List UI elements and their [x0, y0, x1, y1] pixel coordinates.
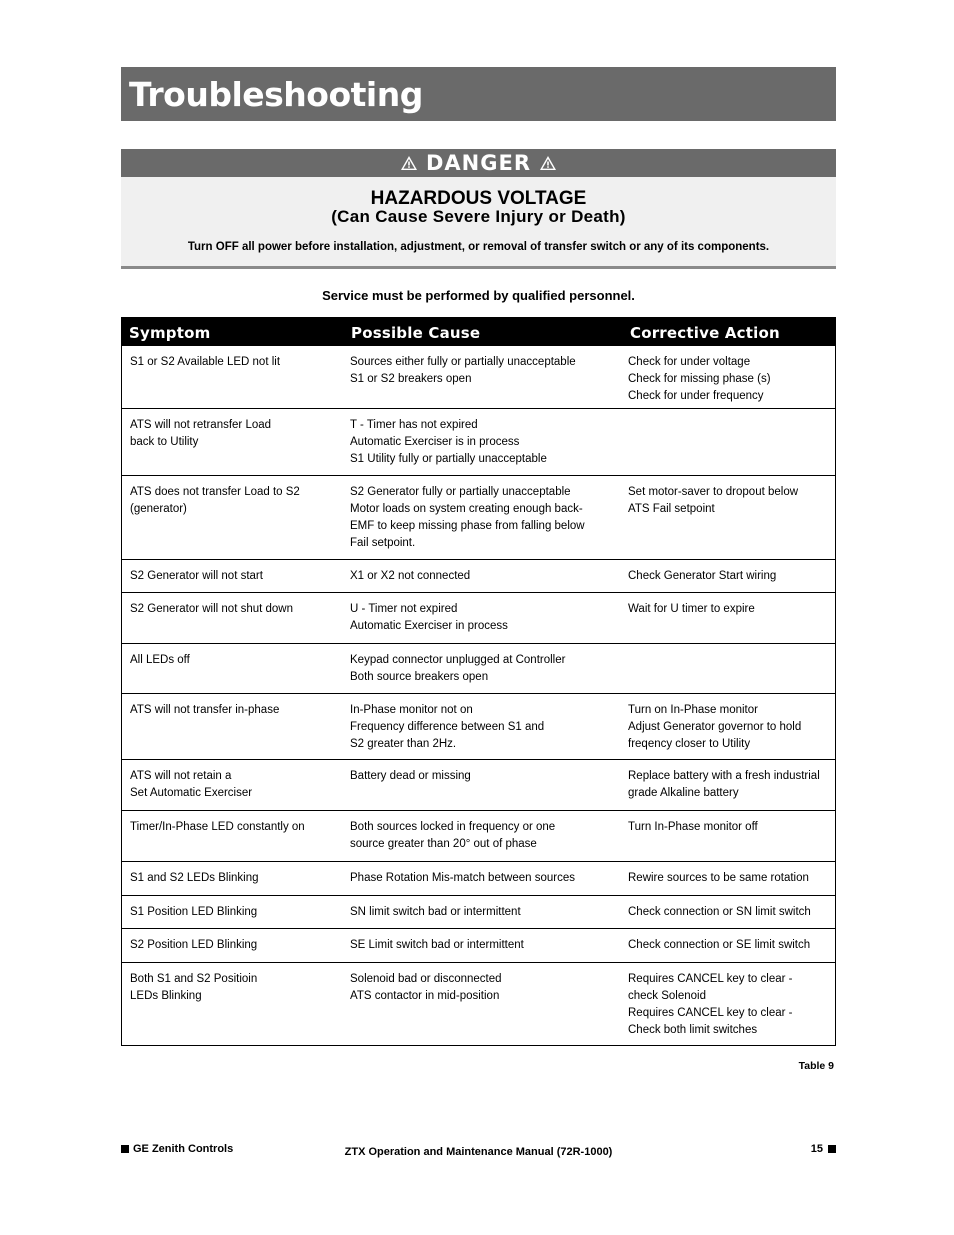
- cell-line: Frequency difference between S1 and: [350, 721, 545, 733]
- cell-line: S2 Position LED Blinking: [130, 939, 258, 951]
- cell-line: Both S1 and S2 Positioin: [130, 973, 258, 985]
- cell-line: Check Generator Start wiring: [628, 570, 777, 582]
- troubleshooting-table: [121, 317, 836, 1046]
- cell-symptom: [130, 601, 340, 618]
- cell-line: All LEDs off: [130, 654, 190, 666]
- table-caption: Table 9: [798, 1060, 834, 1072]
- cell-cause: [350, 417, 620, 468]
- cell-action: [628, 870, 828, 887]
- cell-line: Requires CANCEL key to clear -: [628, 973, 793, 985]
- header-symptom: Symptom: [129, 324, 211, 342]
- cell-action: [628, 702, 828, 753]
- table-row: [122, 559, 835, 592]
- cell-line: S2 Generator will not start: [130, 570, 263, 582]
- cell-line: back to Utility: [130, 436, 199, 448]
- danger-message-box: [121, 177, 836, 269]
- hazard-subheading: (Can Cause Severe Injury or Death): [331, 207, 626, 226]
- cell-line: ATS will not transfer in-phase: [130, 704, 280, 716]
- table-body: [122, 346, 835, 1045]
- title-bar: [121, 67, 836, 121]
- cell-line: Wait for U timer to expire: [628, 603, 755, 615]
- cell-action: [628, 904, 828, 921]
- cell-symptom: [130, 819, 340, 836]
- cell-action: [628, 601, 828, 618]
- cell-line: Sources either fully or partially unacceptable: [350, 356, 576, 368]
- cell-symptom: [130, 652, 340, 669]
- cell-line: check Solenoid: [628, 990, 706, 1002]
- cell-cause: [350, 601, 620, 635]
- cell-symptom: [130, 937, 340, 954]
- safety-instruction: Turn OFF all power before installation, adjustment, or removal of transfer switch or any of its components.: [187, 241, 770, 253]
- table-row: [122, 810, 835, 861]
- hazard-heading: HAZARDOUS VOLTAGE: [370, 188, 587, 209]
- table-header: [122, 318, 835, 346]
- cell-action: [628, 971, 828, 1039]
- cell-line: Check connection or SE limit switch: [628, 939, 811, 951]
- page-number: 15: [810, 1143, 823, 1155]
- page-footer: [121, 1143, 836, 1163]
- cell-line: ATS will not retransfer Load: [130, 419, 272, 431]
- cell-symptom: [130, 568, 340, 585]
- cell-line: S2 greater than 2Hz.: [350, 738, 457, 750]
- cell-line: S1 or S2 breakers open: [350, 373, 472, 385]
- table-row: [122, 861, 835, 895]
- cell-line: Check for under voltage: [628, 356, 751, 368]
- cell-action: [628, 937, 828, 954]
- service-note: Service must be performed by qualified personnel.: [322, 288, 635, 303]
- table-row: [122, 475, 835, 559]
- table-row: [122, 693, 835, 759]
- cell-action: [628, 568, 828, 585]
- cell-symptom: [130, 484, 340, 518]
- cell-line: S2 Generator will not shut down: [130, 603, 294, 615]
- cell-symptom: [130, 870, 340, 887]
- cell-line: Set Automatic Exerciser: [130, 787, 253, 799]
- header-corrective-action: Corrective Action: [630, 324, 780, 342]
- cell-line: Timer/In-Phase LED constantly on: [130, 821, 305, 833]
- cell-line: Adjust Generator governor to hold: [628, 721, 802, 733]
- cell-line: ATS contactor in mid-position: [350, 990, 500, 1002]
- cell-line: Turn In-Phase monitor off: [628, 821, 758, 833]
- cell-line: T - Timer has not expired: [350, 419, 478, 431]
- footer-company: GE Zenith Controls: [133, 1143, 234, 1155]
- cell-line: X1 or X2 not connected: [350, 570, 471, 582]
- cell-symptom: [130, 904, 340, 921]
- cell-line: Motor loads on system creating enough back-: [350, 503, 583, 515]
- cell-line: Check for missing phase (s): [628, 373, 771, 385]
- cell-symptom: [130, 417, 340, 451]
- bullet-square-icon: [828, 1145, 836, 1153]
- cell-cause: [350, 652, 620, 686]
- cell-line: ATS will not retain a: [130, 770, 232, 782]
- header-possible-cause: Possible Cause: [351, 324, 481, 342]
- cell-line: Check connection or SN limit switch: [628, 906, 811, 918]
- cell-line: Automatic Exerciser in process: [350, 620, 508, 632]
- table-row: [122, 962, 835, 1045]
- cell-cause: [350, 484, 620, 552]
- cell-line: Turn on In-Phase monitor: [628, 704, 758, 716]
- cell-line: Solenoid bad or disconnected: [350, 973, 502, 985]
- cell-line: In-Phase monitor not on: [350, 704, 473, 716]
- footer-right: [811, 1143, 836, 1155]
- table-row: [122, 592, 835, 643]
- danger-banner: [121, 149, 836, 177]
- cell-cause: [350, 870, 620, 887]
- cell-line: Battery dead or missing: [350, 770, 471, 782]
- cell-cause: [350, 971, 620, 1005]
- cell-symptom: [130, 971, 340, 1005]
- cell-cause: [350, 937, 620, 954]
- table-row: [122, 759, 835, 810]
- cell-line: S2 Generator fully or partially unacceptable: [350, 486, 571, 498]
- cell-line: Both source breakers open: [350, 671, 489, 683]
- cell-action: [628, 768, 828, 802]
- table-row: [122, 895, 835, 928]
- cell-line: Automatic Exerciser is in process: [350, 436, 520, 448]
- cell-symptom: [130, 702, 340, 719]
- cell-line: Check for under frequency: [628, 390, 764, 402]
- cell-action: [628, 484, 828, 518]
- cell-line: freqency closer to Utility: [628, 738, 751, 750]
- cell-line: S1 Utility fully or partially unacceptable: [350, 453, 547, 465]
- page-title: Troubleshooting: [129, 75, 423, 114]
- cell-line: grade Alkaline battery: [628, 787, 739, 799]
- cell-line: (generator): [130, 503, 187, 515]
- cell-action: [628, 819, 828, 836]
- cell-symptom: [130, 768, 340, 802]
- cell-line: Rewire sources to be same rotation: [628, 872, 809, 884]
- cell-cause: [350, 702, 620, 753]
- cell-line: S1 and S2 LEDs Blinking: [130, 872, 259, 884]
- cell-line: Check both limit switches: [628, 1024, 758, 1036]
- cell-line: Set motor-saver to dropout below: [628, 486, 799, 498]
- cell-cause: [350, 819, 620, 853]
- table-row: [122, 346, 835, 408]
- warning-triangle-icon: [539, 155, 557, 171]
- cell-action: [628, 354, 828, 405]
- table-row: [122, 643, 835, 693]
- cell-cause: [350, 354, 620, 388]
- cell-line: Requires CANCEL key to clear -: [628, 1007, 793, 1019]
- warning-triangle-icon: [400, 155, 418, 171]
- cell-line: LEDs Blinking: [130, 990, 202, 1002]
- cell-line: Phase Rotation Mis-match between sources: [350, 872, 575, 884]
- cell-line: Both sources locked in frequency or one: [350, 821, 556, 833]
- cell-cause: [350, 568, 620, 585]
- cell-line: SN limit switch bad or intermittent: [350, 906, 521, 918]
- footer-manual-title: ZTX Operation and Maintenance Manual (72R-1000): [344, 1146, 613, 1158]
- cell-line: source greater than 20° out of phase: [350, 838, 537, 850]
- cell-line: S1 or S2 Available LED not lit: [130, 356, 281, 368]
- cell-line: U - Timer not expired: [350, 603, 458, 615]
- table-row: [122, 408, 835, 475]
- cell-symptom: [130, 354, 340, 371]
- cell-line: ATS does not transfer Load to S2: [130, 486, 300, 498]
- cell-line: S1 Position LED Blinking: [130, 906, 258, 918]
- cell-line: Replace battery with a fresh industrial: [628, 770, 820, 782]
- cell-line: Fail setpoint.: [350, 537, 416, 549]
- cell-line: ATS Fail setpoint: [628, 503, 715, 515]
- cell-cause: [350, 768, 620, 785]
- cell-line: SE Limit switch bad or intermittent: [350, 939, 524, 951]
- table-row: [122, 928, 835, 962]
- cell-line: EMF to keep missing phase from falling below: [350, 520, 585, 532]
- cell-line: Keypad connector unplugged at Controller: [350, 654, 566, 666]
- danger-label: DANGER: [425, 151, 531, 175]
- cell-cause: [350, 904, 620, 921]
